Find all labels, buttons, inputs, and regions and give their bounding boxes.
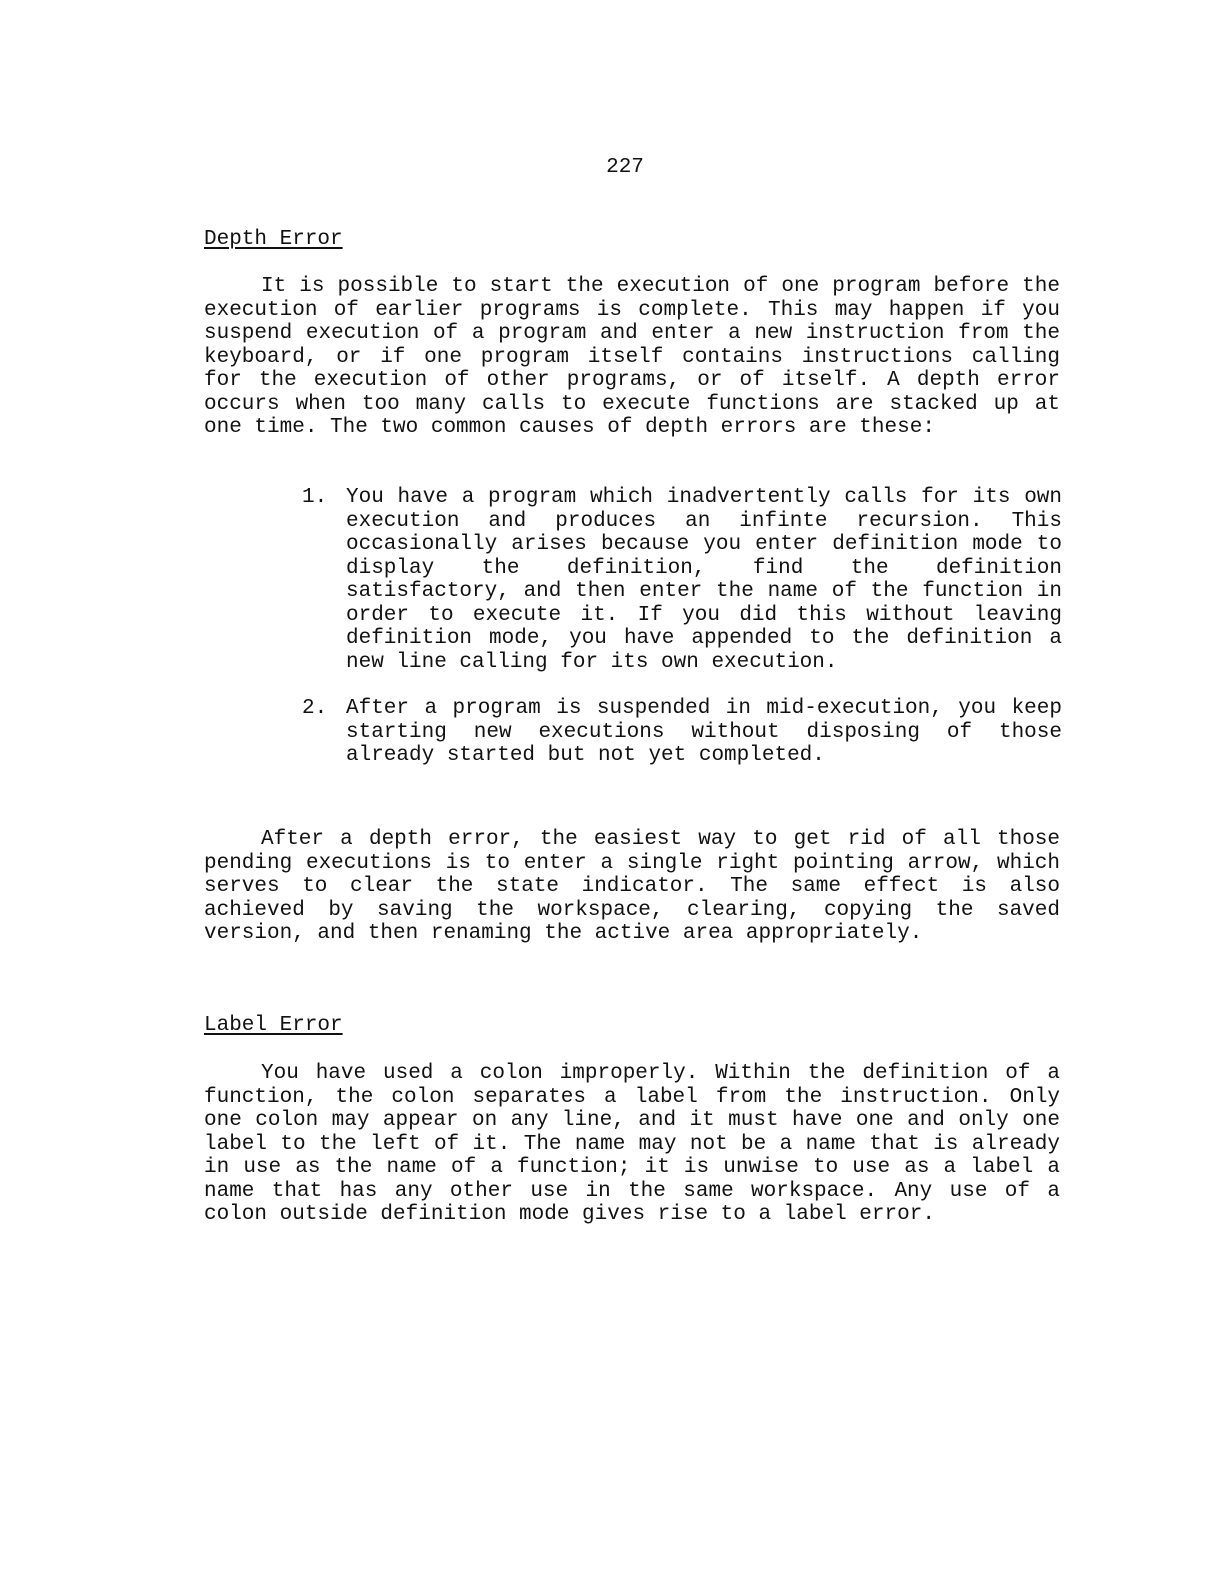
label-error-paragraph: You have used a colon improperly. Within the definition of a function, the colon separates a label from the instruction. Only one colon may appear on any line, and it must have one and only one label to the left of it. The name may not be a name that is already in use as the name of a function; it is unwise to use as a label a name that has any other use in the same workspace. Any use of a colon outside definition mode gives rise to a label error. — [204, 1062, 1060, 1226]
list-item-number: 2. — [302, 697, 328, 720]
depth-error-intro-paragraph: It is possible to start the execution of one program before the execution of earlier programs is complete. This may happen if you suspend execution of a program and enter a new instruction from the keyboard, or if one program itself contains instructions calling for the execution of other programs, or of itself. A depth error occurs when too many calls to execute functions are stacked up at one time. The two common causes of depth errors are these: — [204, 275, 1060, 439]
page-number: 227 — [606, 156, 644, 179]
label-error-heading: Label Error — [204, 1014, 343, 1037]
list-item — [302, 697, 1062, 768]
list-item-number: 1. — [302, 486, 328, 509]
list-item — [302, 486, 1062, 674]
list-item-text: You have a program which inadvertently calls for its own execution and produces an infinte recursion. This occasionally arises because you enter definition mode to display the definition, find the definition satisfactory, and then enter the name of the function in order to execute it. If you did this without leaving definition mode, you have appended to the definition a new line calling for its own execution. — [346, 486, 1062, 674]
list-item-text: After a program is suspended in mid-execution, you keep starting new executions without disposing of those already started but not yet completed. — [346, 697, 1062, 767]
depth-error-heading: Depth Error — [204, 228, 343, 251]
depth-error-causes-list — [302, 486, 1062, 791]
depth-error-remedy-paragraph: After a depth error, the easiest way to get rid of all those pending executions is to enter a single right pointing arrow, which serves to clear the state indicator. The same effect is also achieved by saving the workspace, clearing, copying the saved version, and then renaming the active area appropriately. — [204, 828, 1060, 945]
